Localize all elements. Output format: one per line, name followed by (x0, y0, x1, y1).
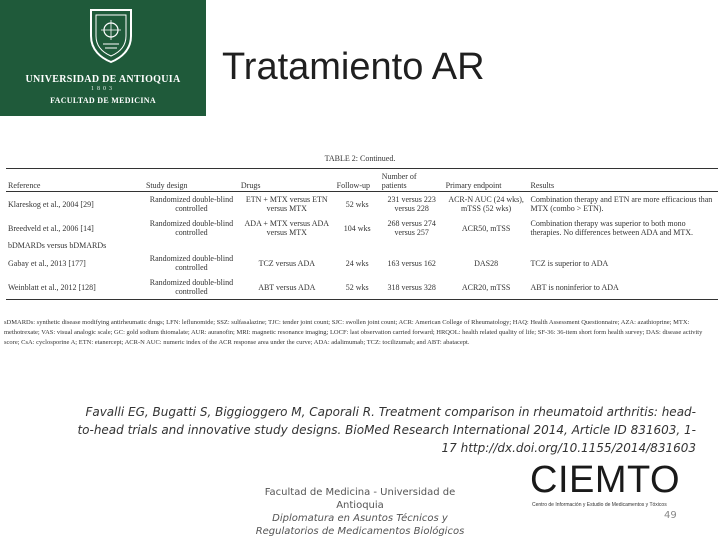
cell-patients: 268 versus 274 versus 257 (387, 219, 436, 237)
section-label: bDMARDs versus bDMARDs (8, 241, 107, 250)
col-header-endpoint: Primary endpoint (444, 169, 529, 192)
cell-followup: 104 wks (343, 223, 371, 233)
table-header-row (6, 169, 718, 192)
citation (30, 403, 696, 457)
cell-reference: Breedveld et al., 2006 [14] (8, 223, 94, 233)
cell-reference: Klareskog et al., 2004 [29] (8, 199, 94, 209)
table-section-row (6, 240, 718, 251)
cell-reference: Gabay et al., 2013 [177] (8, 258, 86, 268)
cell-reference: Weinblatt et al., 2012 [128] (6, 275, 144, 300)
faculty-name: FACULTAD DE MEDICINA (50, 96, 156, 105)
col-header-followup: Follow-up (335, 169, 380, 192)
cell-drugs: ADA + MTX versus ADA versus MTX (244, 219, 330, 237)
col-header-reference: Reference (6, 169, 144, 192)
cell-drugs: TCZ versus ADA (258, 258, 316, 268)
slide-title: Tratamiento AR (222, 46, 485, 88)
cell-design: Randomized double-blind controlled (149, 195, 234, 213)
cell-drugs: ETN + MTX versus ETN versus MTX (245, 195, 328, 213)
cell-results: Combination therapy was superior to both mono therapies. No differences between ADA and MTX. (530, 219, 693, 237)
footer-faculty: Facultad de Medicina - Universidad de Antioquia (264, 487, 456, 511)
cell-endpoint: ACR50, mTSS (461, 223, 511, 233)
cell-results: TCZ is superior to ADA (530, 258, 609, 268)
table-caption: TABLE 2: Continued. (324, 154, 396, 163)
slide-header (0, 0, 720, 116)
footer-program: Diplomatura en Asuntos Técnicos y Regulatorios de Medicamentos Biológicos (255, 513, 465, 537)
cell-endpoint: ACR20, mTSS (444, 275, 529, 300)
university-year: 1803 (91, 86, 115, 92)
table-row (6, 216, 718, 240)
cell-patients: 163 versus 162 (387, 258, 436, 268)
citation-line-2: to-head trials and innovative study designs. BioMed Research International 2014, Article ID 831603, 1- (77, 423, 696, 437)
table-row (6, 275, 718, 300)
ciemto-logo: CIEMTO (530, 459, 681, 501)
cell-followup: 52 wks (335, 275, 380, 300)
col-header-patients: Number of patients (380, 169, 444, 192)
cell-endpoint: DAS28 (474, 258, 499, 268)
col-header-drugs: Drugs (239, 169, 335, 192)
cell-design: Randomized double-blind controlled (144, 275, 239, 300)
cell-patients: 318 versus 328 (380, 275, 444, 300)
cell-followup: 24 wks (345, 258, 369, 268)
table-row (6, 192, 718, 217)
university-logo-panel (0, 0, 206, 116)
ciemto-subtitle: Centro de Información y Estudio de Medicamentos y Tóxicos (532, 502, 667, 508)
citation-line-1: Favalli EG, Bugatti S, Biggioggero M, Caporali R. Treatment comparison in rheumatoid arthritis: head- (85, 405, 696, 419)
col-header-results: Results (529, 169, 718, 192)
cell-design: Randomized double-blind controlled (149, 219, 234, 237)
citation-line-3: 17 http://dx.doi.org/10.1155/2014/831603 (441, 441, 696, 455)
footer-text (250, 486, 470, 538)
cell-design: Randomized double-blind controlled (149, 254, 234, 272)
cell-patients: 231 versus 223 versus 228 (387, 195, 436, 213)
university-name: UNIVERSIDAD DE ANTIOQUIA (25, 74, 181, 85)
cell-followup: 52 wks (345, 199, 369, 209)
university-seal-icon (87, 6, 135, 64)
table-footnote: sDMARDs: synthetic disease modifying antirheumatic drugs; LFN: leflunomide; SSZ: sulfasalazine; TJC: tender joint count; SJC: swollen joint count; ACR: American College of Rheumatology; HAQ: Health Assessment Questionnaire; AZA: azathioprine; MTX: methotrexate; VAS: visual analogic scale; GC: gold sodium thiomalate; AUR: auranofin; MRI: magnetic resonance imaging; LOCF: last observation carried forward; HRQOL: health related quality of life; SF-36: 36-item short form health survey; DAS: disease activity score; CsA: cyclosporine A; ETN: etanercept; ACR-N AUC: numeric index of the ACR response area under the curve; ADA: adalimumab; TCZ: tocilizumab; and ABT: abatacept. (4, 319, 703, 346)
cell-drugs: ABT versus ADA (239, 275, 335, 300)
cell-endpoint: ACR-N AUC (24 wks), mTSS (52 wks) (448, 195, 524, 213)
cell-results: Combination therapy and ETN are more efficacious than MTX (combo > ETN). (530, 195, 713, 213)
col-header-design: Study design (144, 169, 239, 192)
cell-results: ABT is noninferior to ADA (529, 275, 718, 300)
page-number: 49 (664, 510, 677, 521)
table-row (6, 251, 718, 275)
study-table (6, 168, 718, 300)
